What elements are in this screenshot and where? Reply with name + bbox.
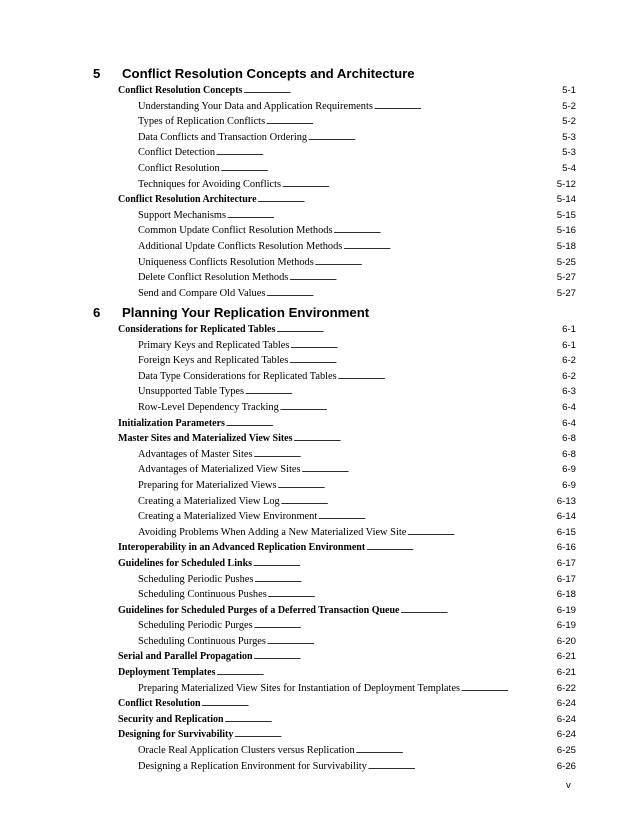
toc-page-number[interactable]: 6-8 — [562, 433, 576, 445]
toc-entry-title[interactable]: Initialization Parameters — [118, 417, 225, 429]
toc-section-entry[interactable] — [118, 540, 576, 556]
toc-page-number[interactable]: 5-3 — [562, 131, 576, 143]
toc-page-number[interactable]: 5-14 — [556, 194, 576, 206]
toc-section-entry[interactable] — [118, 665, 576, 681]
toc-entry-title[interactable]: Considerations for Replicated Tables — [118, 324, 276, 335]
toc-entry-list — [118, 322, 576, 774]
toc-section-entry[interactable] — [118, 696, 576, 712]
dot-leader — [243, 84, 545, 100]
toc-subsection-entry[interactable] — [118, 525, 576, 541]
toc-page-number[interactable]: 6-24 — [556, 698, 576, 710]
toc-entry-title[interactable]: Data Conflicts and Transaction Ordering — [138, 131, 308, 143]
toc-subsection-entry[interactable] — [118, 239, 576, 255]
dot-leader — [302, 463, 545, 479]
toc-page-number[interactable]: 6-2 — [562, 355, 576, 367]
toc-entry-title[interactable]: Designing for Survivability — [118, 729, 234, 741]
dot-leader — [253, 557, 545, 573]
toc-section-entry[interactable] — [118, 431, 576, 447]
toc-page-number[interactable]: 5-2 — [562, 116, 576, 128]
toc-section-entry[interactable] — [118, 416, 576, 432]
toc-entry-title[interactable]: Guidelines for Scheduled Links — [118, 557, 253, 569]
toc-entry-title[interactable]: Designing a Replication Environment for Survivability — [138, 760, 367, 772]
toc-subsection-entry[interactable] — [118, 587, 576, 603]
chapter-number: 6 — [93, 304, 101, 320]
toc-section-entry[interactable] — [118, 83, 576, 99]
chapter-number: 5 — [93, 65, 101, 81]
toc-page-number[interactable]: 6-24 — [556, 713, 576, 725]
toc-entry-title[interactable]: Interoperability in an Advanced Replication Environment — [118, 542, 366, 554]
toc-entry-title[interactable]: Unsupported Table Types — [138, 386, 245, 398]
toc-entry-title[interactable]: Deployment Templates — [118, 667, 216, 679]
toc-page-number[interactable]: 6-1 — [562, 324, 576, 335]
toc-entry-title[interactable]: Scheduling Continuous Pushes — [138, 589, 267, 601]
toc-entry-title[interactable]: Types of Replication Conflicts — [138, 116, 266, 128]
toc-subsection-entry[interactable] — [118, 177, 576, 193]
chapter-title: Planning Your Replication Environment — [122, 304, 370, 320]
toc-entry-title[interactable]: Scheduling Periodic Purges — [138, 620, 253, 632]
toc-entry-title[interactable]: Avoiding Problems When Adding a New Materialized View Site — [138, 526, 407, 538]
toc-page-number[interactable]: 5-27 — [556, 272, 576, 284]
chapter-heading — [93, 62, 415, 84]
dot-leader — [461, 682, 545, 698]
dot-leader — [315, 256, 545, 272]
dot-leader — [234, 728, 545, 744]
dot-leader — [368, 760, 545, 776]
toc-subsection-entry[interactable] — [118, 478, 576, 494]
dot-leader — [289, 354, 545, 370]
dot-leader — [407, 526, 545, 542]
dot-leader — [254, 619, 545, 635]
toc-entry-title[interactable]: Common Update Conflict Resolution Methods — [138, 225, 333, 237]
toc-page-number[interactable]: 6-4 — [562, 401, 576, 413]
toc-page-number[interactable]: 6-18 — [556, 589, 576, 601]
dot-leader — [254, 650, 545, 666]
toc-entry-title[interactable]: Delete Conflict Resolution Methods — [138, 272, 289, 284]
toc-page-number[interactable]: 6-1 — [562, 339, 576, 351]
dot-leader — [400, 604, 545, 620]
toc-page-number[interactable]: 6-3 — [562, 386, 576, 398]
toc-entry-title[interactable]: Support Mechanisms — [138, 209, 227, 221]
toc-entry-title[interactable]: Preparing Materialized View Sites for Instantiation of Deployment Templates — [138, 682, 461, 694]
toc-page-number[interactable]: 6-24 — [556, 729, 576, 741]
dot-leader — [374, 100, 545, 116]
dot-leader — [202, 697, 546, 713]
toc-subsection-entry[interactable] — [118, 223, 576, 239]
toc-section-entry[interactable] — [118, 727, 576, 743]
toc-subsection-entry[interactable] — [118, 338, 576, 354]
toc-entry-title[interactable]: Serial and Parallel Propagation — [118, 651, 253, 663]
toc-subsection-entry[interactable] — [118, 270, 576, 286]
toc-entry-title[interactable]: Scheduling Periodic Pushes — [138, 573, 254, 585]
toc-subsection-entry[interactable] — [118, 618, 576, 634]
toc-page-number[interactable]: 6-19 — [556, 620, 576, 632]
toc-entry-title[interactable]: Conflict Detection — [138, 147, 216, 159]
toc-subsection-entry[interactable] — [118, 743, 576, 759]
toc-subsection-entry[interactable] — [118, 99, 576, 115]
toc-section-entry[interactable] — [118, 322, 576, 338]
toc-section-entry[interactable] — [118, 712, 576, 728]
toc-entry-title[interactable]: Conflict Resolution — [118, 698, 201, 710]
toc-subsection-entry[interactable] — [118, 634, 576, 650]
toc-page-number[interactable]: 6-20 — [556, 635, 576, 647]
toc-entry-title[interactable]: Advantages of Materialized View Sites — [138, 464, 301, 476]
toc-subsection-entry[interactable] — [118, 114, 576, 130]
toc-page-number[interactable]: 6-22 — [556, 682, 576, 694]
toc-page-number[interactable]: 6-2 — [562, 370, 576, 382]
toc-page-number[interactable]: 6-17 — [556, 573, 576, 585]
toc-subsection-entry[interactable] — [118, 369, 576, 385]
dot-leader — [254, 573, 545, 589]
dot-leader — [266, 287, 545, 303]
toc-entry-title[interactable]: Row-Level Dependency Tracking — [138, 401, 279, 413]
toc-subsection-entry[interactable] — [118, 145, 576, 161]
toc-entry-title[interactable]: Advantages of Master Sites — [138, 448, 253, 460]
toc-page-number[interactable]: 6-17 — [556, 557, 576, 569]
dot-leader — [258, 193, 545, 209]
dot-leader — [280, 401, 545, 417]
toc-subsection-entry[interactable] — [118, 384, 576, 400]
toc-page-number[interactable]: 6-21 — [556, 667, 576, 679]
toc-subsection-entry[interactable] — [118, 447, 576, 463]
toc-entry-title[interactable]: Conflict Resolution — [138, 162, 220, 174]
dot-leader — [356, 744, 545, 760]
toc-page-number[interactable]: 6-9 — [562, 464, 576, 476]
toc-entry-title[interactable]: Techniques for Avoiding Conflicts — [138, 178, 282, 190]
toc-subsection-entry[interactable] — [118, 286, 576, 302]
toc-subsection-entry[interactable] — [118, 255, 576, 271]
toc-page-number[interactable]: 6-14 — [556, 511, 576, 523]
toc-page-number[interactable]: 5-12 — [556, 178, 576, 190]
dot-leader — [278, 479, 545, 495]
chapter-heading — [93, 301, 369, 323]
dot-leader — [308, 131, 545, 147]
toc-entry-list — [118, 83, 576, 301]
toc-entry-title[interactable]: Primary Keys and Replicated Tables — [138, 339, 290, 351]
toc-page-number[interactable]: 5-3 — [562, 147, 576, 159]
dot-leader — [254, 448, 545, 464]
dot-leader — [282, 178, 545, 194]
dot-leader — [334, 224, 545, 240]
toc-subsection-entry[interactable] — [118, 681, 576, 697]
dot-leader — [245, 385, 545, 401]
toc-entry-title[interactable]: Guidelines for Scheduled Purges of a Deferred Transaction Queue — [118, 604, 400, 616]
toc-subsection-entry[interactable] — [118, 161, 576, 177]
toc-subsection-entry[interactable] — [118, 353, 576, 369]
dot-leader — [281, 495, 545, 511]
dot-leader — [276, 323, 545, 339]
dot-leader — [268, 588, 545, 604]
toc-page-number[interactable]: 6-13 — [556, 495, 576, 507]
toc-subsection-entry[interactable] — [118, 509, 576, 525]
toc-section-entry[interactable] — [118, 649, 576, 665]
toc-page-number[interactable]: 6-8 — [562, 448, 576, 460]
toc-page-number[interactable]: 5-2 — [562, 100, 576, 112]
toc-page-number[interactable]: 6-9 — [562, 479, 576, 491]
toc-entry-title[interactable]: Security and Replication — [118, 713, 224, 725]
toc-page-number[interactable]: 6-21 — [556, 651, 576, 663]
toc-page-number[interactable]: 6-4 — [562, 417, 576, 429]
toc-entry-title[interactable]: Conflict Resolution Architecture — [118, 194, 257, 206]
dot-leader — [266, 115, 545, 131]
toc-subsection-entry[interactable] — [118, 759, 576, 775]
toc-entry-title[interactable]: Uniqueness Conflicts Resolution Methods — [138, 256, 314, 268]
toc-entry-title[interactable]: Preparing for Materialized Views — [138, 479, 277, 491]
dot-leader — [294, 432, 545, 448]
toc-subsection-entry[interactable] — [118, 208, 576, 224]
toc-section-entry[interactable] — [118, 603, 576, 619]
dot-leader — [267, 635, 545, 651]
toc-entry-title[interactable]: Creating a Materialized View Log — [138, 495, 280, 507]
toc-entry-title[interactable]: Master Sites and Materialized View Sites — [118, 433, 293, 445]
toc-entry-title[interactable]: Foreign Keys and Replicated Tables — [138, 355, 289, 367]
toc-page-number[interactable]: 6-15 — [556, 526, 576, 538]
toc-page-number[interactable]: 5-1 — [562, 85, 576, 96]
page-folio: v — [566, 780, 571, 791]
toc-entry-title[interactable]: Conflict Resolution Concepts — [118, 85, 243, 96]
toc-entry-title[interactable]: Oracle Real Application Clusters versus Replication — [138, 745, 355, 757]
dot-leader — [216, 146, 545, 162]
toc-subsection-entry[interactable] — [118, 400, 576, 416]
toc-page-number[interactable]: 5-27 — [556, 287, 576, 299]
toc-entry-title[interactable]: Additional Update Conflicts Resolution Methods — [138, 240, 343, 252]
dot-leader — [226, 417, 545, 433]
dot-leader — [338, 370, 545, 386]
toc-page-number[interactable]: 5-15 — [556, 209, 576, 221]
toc-section-entry[interactable] — [118, 192, 576, 208]
dot-leader — [225, 713, 545, 729]
toc-entry-title[interactable]: Send and Compare Old Values — [138, 287, 266, 299]
dot-leader — [318, 510, 545, 526]
dot-leader — [290, 339, 545, 355]
toc-entry-title[interactable]: Data Type Considerations for Replicated Tables — [138, 370, 337, 382]
toc-page-number[interactable]: 5-4 — [562, 162, 576, 174]
dot-leader — [221, 162, 545, 178]
toc-entry-title[interactable]: Understanding Your Data and Application Requirements — [138, 100, 373, 112]
toc-subsection-entry[interactable] — [118, 494, 576, 510]
chapter-title: Conflict Resolution Concepts and Architecture — [122, 65, 415, 81]
dot-leader — [227, 209, 545, 225]
toc-entry-title[interactable]: Scheduling Continuous Purges — [138, 635, 266, 647]
dot-leader — [217, 666, 546, 682]
toc-section-entry[interactable] — [118, 556, 576, 572]
toc-page-number[interactable]: 5-18 — [556, 240, 576, 252]
toc-page-number[interactable]: 5-16 — [556, 225, 576, 237]
toc-page-number[interactable]: 5-25 — [556, 256, 576, 268]
dot-leader — [289, 271, 545, 287]
dot-leader — [366, 541, 545, 557]
toc-subsection-entry[interactable] — [118, 462, 576, 478]
toc-page-number[interactable]: 6-19 — [556, 604, 576, 616]
toc-subsection-entry[interactable] — [118, 572, 576, 588]
dot-leader — [343, 240, 545, 256]
toc-page-number[interactable]: 6-26 — [556, 760, 576, 772]
toc-page-number[interactable]: 6-16 — [556, 542, 576, 554]
toc-entry-title[interactable]: Creating a Materialized View Environment — [138, 511, 318, 523]
toc-page-number[interactable]: 6-25 — [556, 745, 576, 757]
toc-subsection-entry[interactable] — [118, 130, 576, 146]
